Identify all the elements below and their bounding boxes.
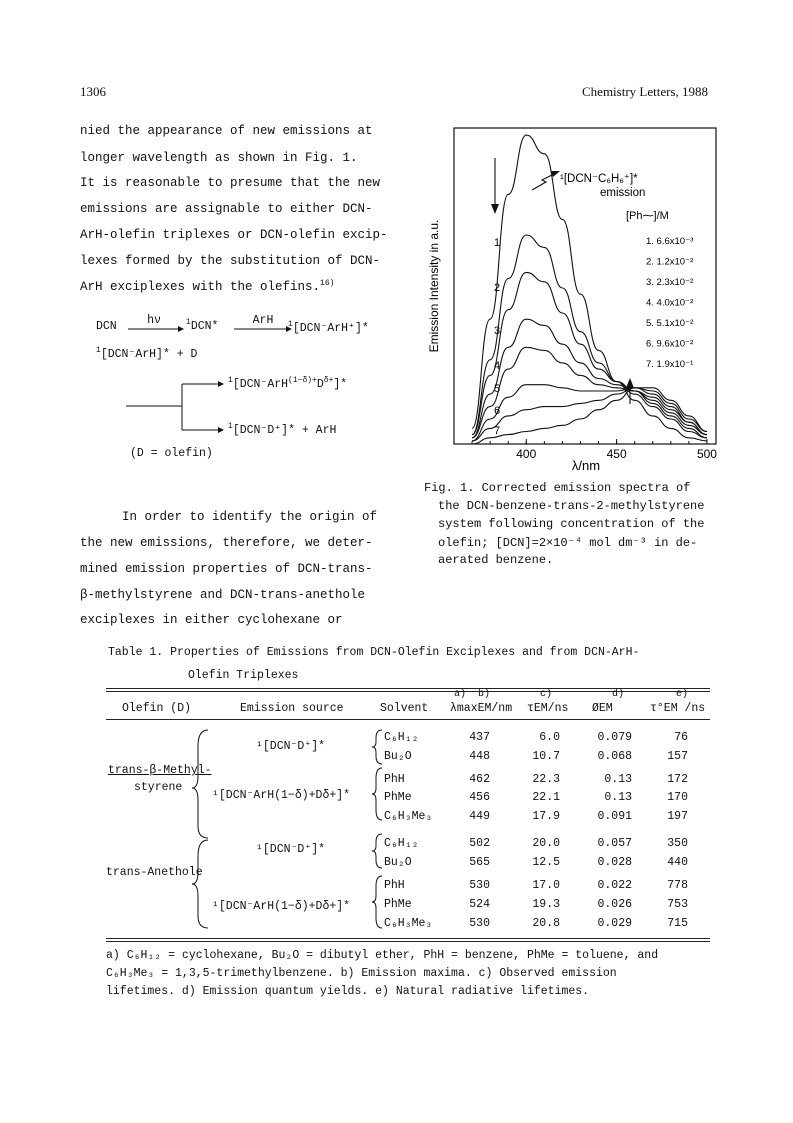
curve-label: 4 [494, 360, 501, 372]
legend-entry: 2. 1.2x10⁻² [646, 256, 694, 268]
value-cell: 17.9 [532, 810, 560, 823]
value-cell: 172 [667, 773, 688, 786]
header-tau: τEM/ns [527, 702, 569, 715]
table-bottom-rule [106, 941, 710, 942]
value-cell: 22.3 [532, 773, 560, 786]
scheme-end: ]* [333, 378, 348, 391]
value-cell: 715 [667, 917, 688, 930]
footnote-line: C₆H₃Me₃ = 1,3,5-trimethylbenzene. b) Emission maxima. c) Observed emission [106, 967, 617, 980]
header-note: e) [676, 689, 689, 700]
value-cell: 456 [469, 791, 490, 804]
olefin-name: trans-β-Methyl- [108, 764, 212, 777]
value-cell: 437 [469, 731, 490, 744]
olefin-name: trans-Anethole [106, 866, 203, 879]
decrease-arrow-icon [491, 158, 499, 214]
legend-title: [Ph⁓]/M [626, 210, 669, 222]
legend-entry: 1. 6.6x10⁻³ [646, 236, 694, 247]
body-text-line: β-methylstyrene and DCN-trans-anethole [80, 588, 366, 602]
scheme-exciplex: [DCN⁻ArH⁺]* [292, 322, 369, 335]
value-cell: 19.3 [532, 898, 560, 911]
solvent-cell: Bu₂O [384, 856, 412, 869]
solvent-cell: C₆H₁₂ [384, 837, 419, 850]
value-cell: 6.0 [539, 731, 560, 744]
curve-label: 3 [494, 325, 501, 337]
value-cell: 170 [667, 791, 688, 804]
emission-source: ¹[DCN⁻ArH(1−δ)+Dδ+]* [212, 789, 351, 802]
value-cell: 157 [667, 750, 688, 763]
value-cell: 462 [469, 773, 490, 786]
legend-entry: 3. 2.3x10⁻² [646, 277, 694, 288]
header-note: a) [454, 689, 467, 700]
y-axis-label: Emission Intensity in a.u. [427, 219, 441, 353]
curve-label: 2 [494, 282, 501, 294]
footnote-line: lifetimes. d) Emission quantum yields. e) Natural radiative lifetimes. [106, 985, 590, 998]
curve-label: 6 [494, 405, 501, 417]
x-axis-label: λ/nm [571, 458, 601, 473]
body-text-line: nied the appearance of new emissions at [80, 124, 373, 138]
legend-entry: 7. 1.9x10⁻¹ [646, 359, 694, 370]
header-olefin: Olefin (D) [122, 702, 192, 715]
table-header-rule [106, 719, 710, 720]
scheme-line2: [DCN⁻ArH]* + D [100, 348, 198, 361]
body-text-line: lexes formed by the substitution of DCN- [80, 254, 381, 268]
scheme-dcn: DCN [96, 320, 117, 333]
value-cell: 0.022 [597, 879, 632, 892]
value-cell: 0.057 [597, 837, 632, 850]
header-tau0: τ°EM /ns [650, 702, 706, 715]
value-cell: 0.091 [597, 810, 632, 823]
legend-entry: 6. 9.6x10⁻² [646, 338, 694, 350]
legend-entry: 4. 4.0x10⁻² [646, 297, 694, 309]
solvent-cell: PhMe [384, 791, 412, 804]
x-tick-label: 400 [516, 447, 537, 461]
header-note: c) [540, 689, 553, 700]
value-cell: 0.029 [597, 917, 632, 930]
figure-caption-line: olefin; [DCN]=2×10⁻⁴ mol dm⁻³ in de- [438, 536, 698, 550]
brace-icon [370, 728, 384, 766]
value-cell: 0.13 [604, 791, 632, 804]
scheme-exp: δ+ [323, 376, 334, 386]
solvent-cell: PhH [384, 879, 405, 892]
footnote-line: a) C₆H₁₂ = cyclohexane, Bu₂O = dibutyl ether, PhH = benzene, PhMe = toluene, and [106, 949, 659, 962]
value-cell: 524 [469, 898, 490, 911]
value-cell: 753 [667, 898, 688, 911]
curve-label: 1 [494, 237, 501, 249]
body-text-line [80, 280, 334, 294]
value-cell: 0.028 [597, 856, 632, 869]
arrow-icon [128, 325, 184, 333]
branch-arrow-icon [126, 378, 226, 438]
emission-spectra-figure [420, 118, 720, 488]
journal-name: Chemistry Letters, 1988 [582, 84, 709, 99]
body-text-line: mined emission properties of DCN-trans- [80, 562, 373, 576]
spectrum-curve-3 [472, 319, 707, 438]
x-tick-label: 450 [606, 447, 627, 461]
header-phi: ØEM [592, 702, 613, 715]
brace-icon [370, 832, 384, 870]
figure-caption-line: the DCN-benzene-trans-2-methylstyrene [438, 499, 705, 513]
header-lambda: λmaxEM/nm [450, 702, 513, 715]
figure-caption-line: aerated benzene. [438, 553, 554, 567]
scheme-exp: (1−δ)+ [288, 376, 317, 386]
olefin-name: styrene [134, 781, 183, 794]
body-text-line: longer wavelength as shown in Fig. 1. [80, 151, 358, 165]
body-text-line: the new emissions, therefore, we deter- [80, 536, 373, 550]
brace-icon [370, 874, 384, 930]
legend [646, 236, 693, 370]
annotation-label: ¹[DCN⁻C₆H₆⁺]* [560, 173, 638, 185]
legend-entry: 5. 5.1x10⁻² [646, 318, 694, 329]
value-cell: 0.026 [597, 898, 632, 911]
scheme-exc2: [DCN⁻D⁺]* + ArH [232, 424, 337, 437]
curve-label: 7 [494, 425, 501, 437]
solvent-cell: Bu₂O [384, 750, 412, 763]
scheme-d-def: (D = olefin) [130, 447, 213, 460]
header-note: b) [478, 689, 491, 700]
value-cell: 197 [667, 810, 688, 823]
brace-icon [370, 766, 384, 822]
value-cell: 22.1 [532, 791, 560, 804]
table-caption: Table 1. Properties of Emissions from DCN-Olefin Exciplexes and from DCN-ArH- [108, 646, 640, 659]
value-cell: 0.13 [604, 773, 632, 786]
value-cell: 20.0 [532, 837, 560, 850]
emission-source: ¹[DCN⁻ArH(1−δ)+Dδ+]* [212, 900, 351, 913]
x-tick-label: 500 [696, 447, 717, 461]
emission-source: ¹[DCN⁻D⁺]* [256, 843, 326, 856]
annotation-emission: emission [600, 187, 646, 199]
emission-arrow-icon [532, 171, 560, 190]
value-cell: 778 [667, 879, 688, 892]
value-cell: 0.068 [597, 750, 632, 763]
scheme-triplex: [DCN⁻ArH [232, 378, 289, 391]
scheme-dcn-star: DCN* [190, 320, 219, 333]
value-cell: 76 [674, 731, 688, 744]
body-text-line: It is reasonable to presume that the new [80, 176, 381, 190]
value-cell: 440 [667, 856, 688, 869]
solvent-cell: C₆H₃Me₃ [384, 917, 433, 930]
value-cell: 449 [469, 810, 490, 823]
body-text-line: exciplexes in either cyclohexane or [80, 613, 343, 627]
value-cell: 0.079 [597, 731, 632, 744]
value-cell: 502 [469, 837, 490, 850]
curve-label: 5 [494, 383, 501, 395]
value-cell: 12.5 [532, 856, 560, 869]
page-number: 1306 [80, 84, 106, 99]
figure-caption-line: system following concentration of the [438, 517, 705, 531]
body-text: ArH exciplexes with the olefins. [80, 280, 321, 294]
value-cell: 17.0 [532, 879, 560, 892]
solvent-cell: C₆H₁₂ [384, 731, 419, 744]
scheme-hv: hν [147, 314, 161, 327]
header-note: d) [612, 689, 625, 700]
solvent-cell: C₆H₃Me₃ [384, 810, 433, 823]
figure-caption-line: Fig. 1. Corrected emission spectra of [424, 481, 691, 495]
body-text-line: In order to identify the origin of [122, 510, 378, 524]
table-caption-cont: Olefin Triplexes [188, 669, 299, 682]
reference-mark: 16) [320, 278, 335, 288]
emission-source: ¹[DCN⁻D⁺]* [256, 740, 326, 753]
value-cell: 530 [469, 917, 490, 930]
value-cell: 20.8 [532, 917, 560, 930]
header-source: Emission source [240, 702, 344, 715]
header-solvent: Solvent [380, 702, 429, 715]
arrow-icon [234, 325, 292, 333]
table-bottom-rule [106, 938, 710, 939]
brace-icon [190, 836, 220, 936]
value-cell: 530 [469, 879, 490, 892]
solvent-cell: PhH [384, 773, 405, 786]
value-cell: 565 [469, 856, 490, 869]
value-cell: 448 [469, 750, 490, 763]
value-cell: 10.7 [532, 750, 560, 763]
solvent-cell: PhMe [384, 898, 412, 911]
value-cell: 350 [667, 837, 688, 850]
scheme-arh: ArH [252, 314, 274, 327]
body-text-line: emissions are assignable to either DCN- [80, 202, 373, 216]
body-text-line: ArH-olefin triplexes or DCN-olefin excip- [80, 228, 388, 242]
scheme-d: D [316, 378, 324, 391]
